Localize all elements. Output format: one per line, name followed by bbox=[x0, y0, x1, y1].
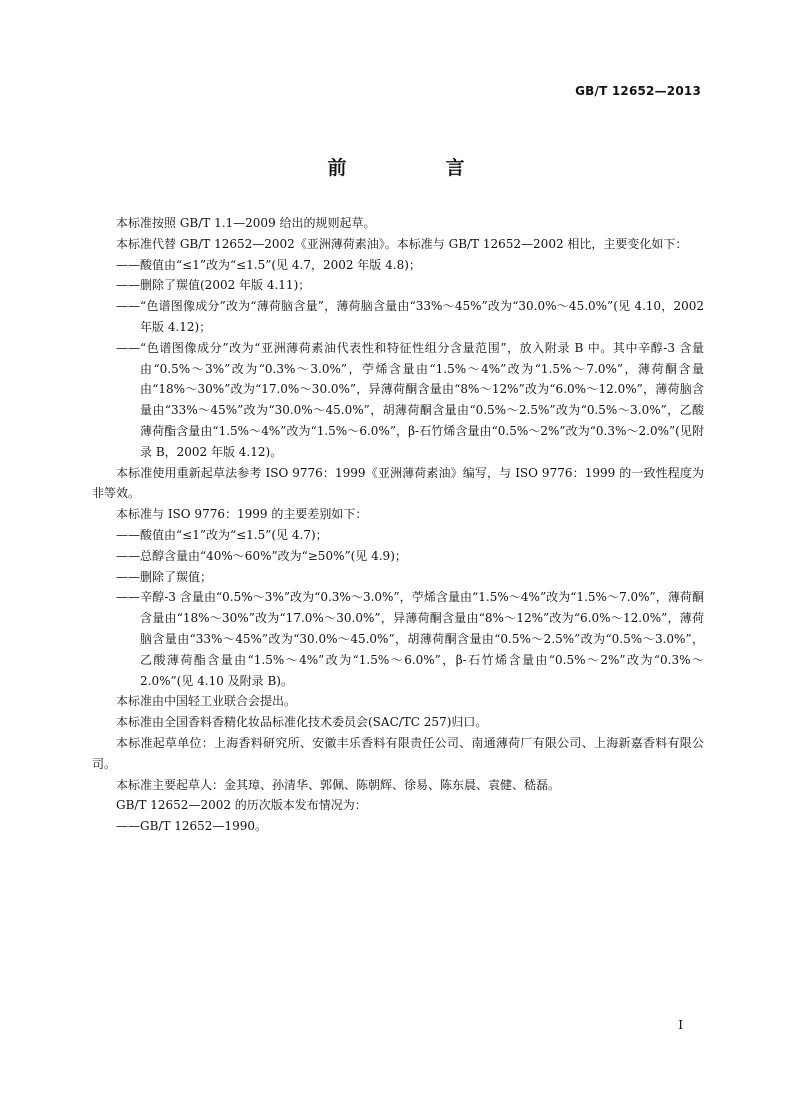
foreword-body bbox=[92, 213, 704, 837]
paragraph: 本标准主要起草人：金其璋、孙清华、郭佩、陈朝辉、徐易、陈东晨、袁健、嵇磊。 bbox=[116, 777, 561, 792]
list-item: ——删除了羰值； bbox=[116, 569, 213, 584]
list-item: ——“色谱图像成分”改为“薄荷脑含量”，薄荷脑含量由“33%～45%”改为“30.0%～45.0%”(见 4.10，2002 年版 4.12)； bbox=[116, 299, 704, 334]
list-item: ——酸值由“≤1”改为“≤1.5”(见 4.7)； bbox=[116, 527, 328, 542]
list-item: ——GB/T 12652—1990。 bbox=[116, 819, 267, 834]
paragraph: 本标准使用重新起草法参考 ISO 9776：1999《亚洲薄荷素油》编写，与 ISO 9776：1999 的一致性程度为非等效。 bbox=[92, 465, 704, 501]
paragraph: 本标准由中国轻工业联合会提出。 bbox=[116, 694, 297, 709]
list-item: ——“色谱图像成分”改为“亚洲薄荷素油代表性和特征性组分含量范围”，放入附录 B 中。其中辛醇-3 含量由“0.5%～3%”改为“0.3%～3.0%”，苧烯含量由“1.5%～4%”改为“1.5%～7.0%”，薄荷酮含量由“18%～30%”改为“17.0%～30.0%”，异薄荷酮含量由“8%～12%”改为“6.0%～12.0%”，薄荷脑含量由“33%～45%”改为“30.0%～45.0%”，胡薄荷酮含量由“0.5%～2.5%”改为“0.5%～3.0%”，乙酸薄荷酯含量由“1.5%～4%”改为“1.5%～6.0%”，β-石竹烯含量由“0.5%～2%”改为“0.3%～2.0%”(见附录 B，2002 年版 4.12)。 bbox=[116, 340, 704, 459]
page-title: 前 言 bbox=[327, 157, 505, 179]
list-item: ——删除了羰值(2002 年版 4.11)； bbox=[116, 278, 311, 293]
list-item: ——总醇含量由“40%～60%”改为“≥50%”(见 4.9)； bbox=[116, 548, 407, 563]
page-number: I bbox=[678, 1018, 683, 1032]
paragraph: 本标准代替 GB/T 12652—2002《亚洲薄荷素油》。本标准与 GB/T 12652—2002 相比，主要变化如下： bbox=[116, 236, 688, 251]
paragraph: GB/T 12652—2002 的历次版本发布情况为： bbox=[116, 798, 367, 813]
paragraph: 本标准与 ISO 9776：1999 的主要差别如下： bbox=[116, 507, 368, 522]
paragraph: 本标准由全国香料香精化妆品标准化技术委员会(SAC/TC 257)归口。 bbox=[116, 715, 488, 730]
paragraph: 本标准起草单位：上海香料研究所、安徽丰乐香料有限责任公司、南通薄荷厂有限公司、上海新嘉香料有限公司。 bbox=[92, 735, 704, 771]
list-item: ——酸值由“≤1”改为“≤1.5”(见 4.7，2002 年版 4.8)； bbox=[116, 257, 421, 272]
standard-code: GB/T 12652—2013 bbox=[575, 84, 701, 98]
list-item: ——辛醇-3 含量由“0.5%～3%”改为“0.3%～3.0%”，苧烯含量由“1.5%～4%”改为“1.5%～7.0%”，薄荷酮含量由“18%～30%”改为“17.0%～30.0%”，异薄荷酮含量由“8%～12%”改为“6.0%～12.0%”，薄荷脑含量由“33%～45%”改为“30.0%～45.0%”，胡薄荷酮含量由“0.5%～2.5%”改为“0.5%～3.0%”，乙酸薄荷酯含量由“1.5%～4%”改为“1.5%～6.0%”，β-石竹烯含量由“0.5%～2%”改为“0.3%～2.0%”(见 4.10 及附录 B)。 bbox=[116, 590, 704, 688]
paragraph: 本标准按照 GB/T 1.1—2009 给出的规则起草。 bbox=[116, 216, 376, 230]
